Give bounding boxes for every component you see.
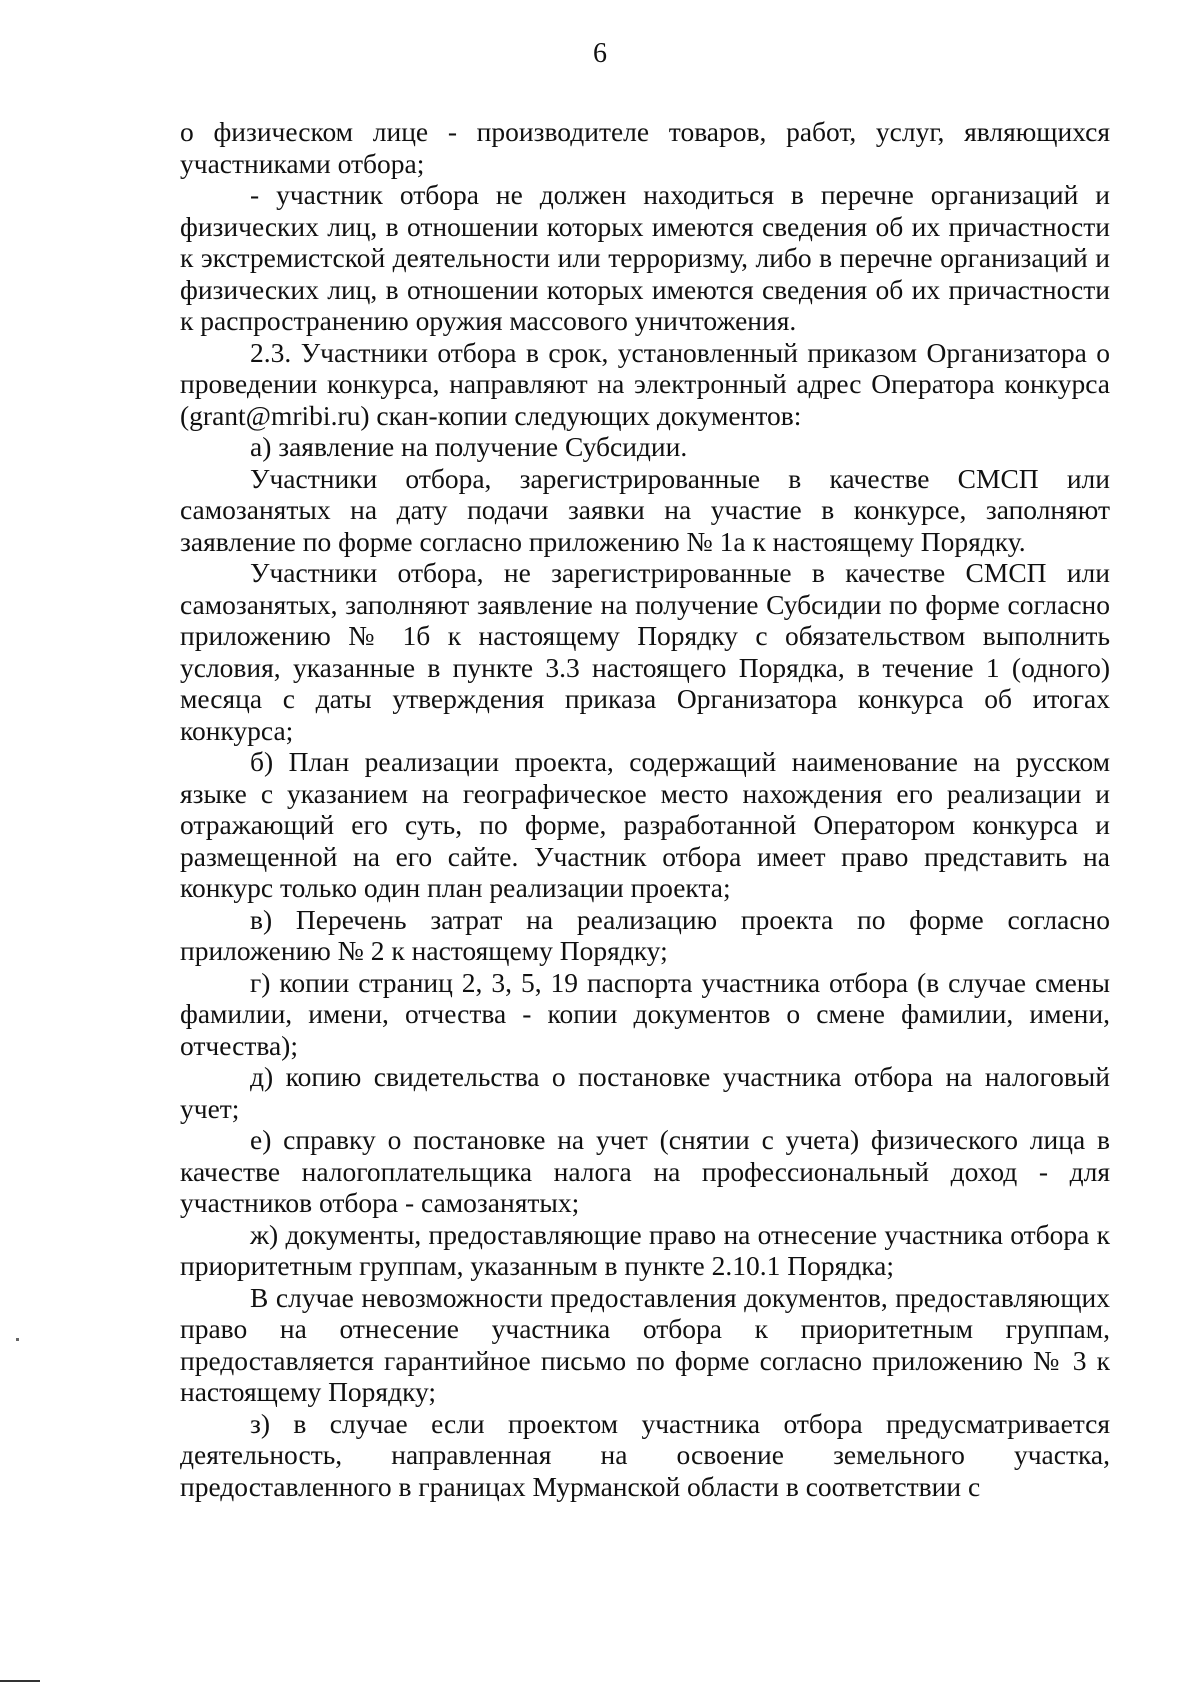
paragraph-item-z: з) в случае если проектом участника отбора предусматривается деятельность, направленная на освоение земельного участка, предоставленного в границах Мурманской области в соответствии с	[180, 1407, 1110, 1502]
paragraph-continuation: о физическом лице - производителе товаров, работ, услуг, являющихся участниками отбора;	[180, 116, 1110, 179]
paragraph-item-e: е) справку о постановке на учет (снятии с учета) физического лица в качестве налогоплательщика налога на профессиональный доход - для участников отбора - самозанятых;	[180, 1124, 1110, 1218]
scan-artifact-dot	[16, 1338, 19, 1341]
paragraph-item-d: д) копию свидетельства о постановке участника отбора на налоговый учет;	[180, 1061, 1110, 1124]
scan-artifact-line	[0, 1680, 40, 1682]
paragraph-item-b: б) План реализации проекта, содержащий наименование на русском языке с указанием на географическое место нахождения его реализации и отражающий его суть, по форме, разработанной Оператором конкурса и размещенной на его сайте. Участник отбора имеет право представить на конкурс только один план реализации проекта;	[180, 746, 1110, 903]
paragraph-item-a: а) заявление на получение Субсидии.	[250, 431, 688, 462]
document-body	[180, 116, 1110, 1502]
paragraph-unregistered-participants: Участники отбора, не зарегистрированные в качестве СМСП или самозанятых, заполняют заявление на получение Субсидии по форме согласно приложению № 1б к настоящему Порядку с обязательством выполнить условия, указанные в пункте 3.3 настоящего Порядка, в течение 1 (одного) месяца с даты утверждения приказа Организатора конкурса об итогах конкурса;	[180, 557, 1110, 746]
paragraph-requirement-extremism: - участник отбора не должен находиться в перечне организаций и физических лиц, в отношении которых имеются сведения об их причастности к экстремистской деятельности или терроризму, либо в перечне организаций и физических лиц, в отношении которых имеются сведения об их причастности к распространению оружия массового уничтожения.	[180, 179, 1110, 336]
paragraph-registered-participants: Участники отбора, зарегистрированные в качестве СМСП или самозанятых на дату подачи заявки на участие в конкурсе, заполняют заявление по форме согласно приложению № 1а к настоящему Порядку.	[180, 462, 1110, 557]
paragraph-guarantee-letter: В случае невозможности предоставления документов, предоставляющих право на отнесение участника отбора к приоритетным группам, предоставляется гарантийное письмо по форме согласно приложению № 3 к настоящему Порядку;	[180, 1281, 1110, 1407]
paragraph-item-g: г) копии страниц 2, 3, 5, 19 паспорта участника отбора (в случае смены фамилии, имени, отчества - копии документов о смене фамилии, имени, отчества);	[180, 966, 1110, 1061]
paragraph-item-zh: ж) документы, предоставляющие право на отнесение участника отбора к приоритетным группам, указанным в пункте 2.10.1 Порядка;	[180, 1218, 1110, 1281]
paragraph-item-v: в) Перечень затрат на реализацию проекта по форме согласно приложению № 2 к настоящему Порядку;	[180, 903, 1110, 966]
paragraph-clause-2-3: 2.3. Участники отбора в срок, установленный приказом Организатора о проведении конкурса, направляют на электронный адрес Оператора конкурса (grant@mribi.ru) скан-копии следующих документов:	[180, 336, 1110, 431]
page-number: 6	[593, 38, 607, 69]
